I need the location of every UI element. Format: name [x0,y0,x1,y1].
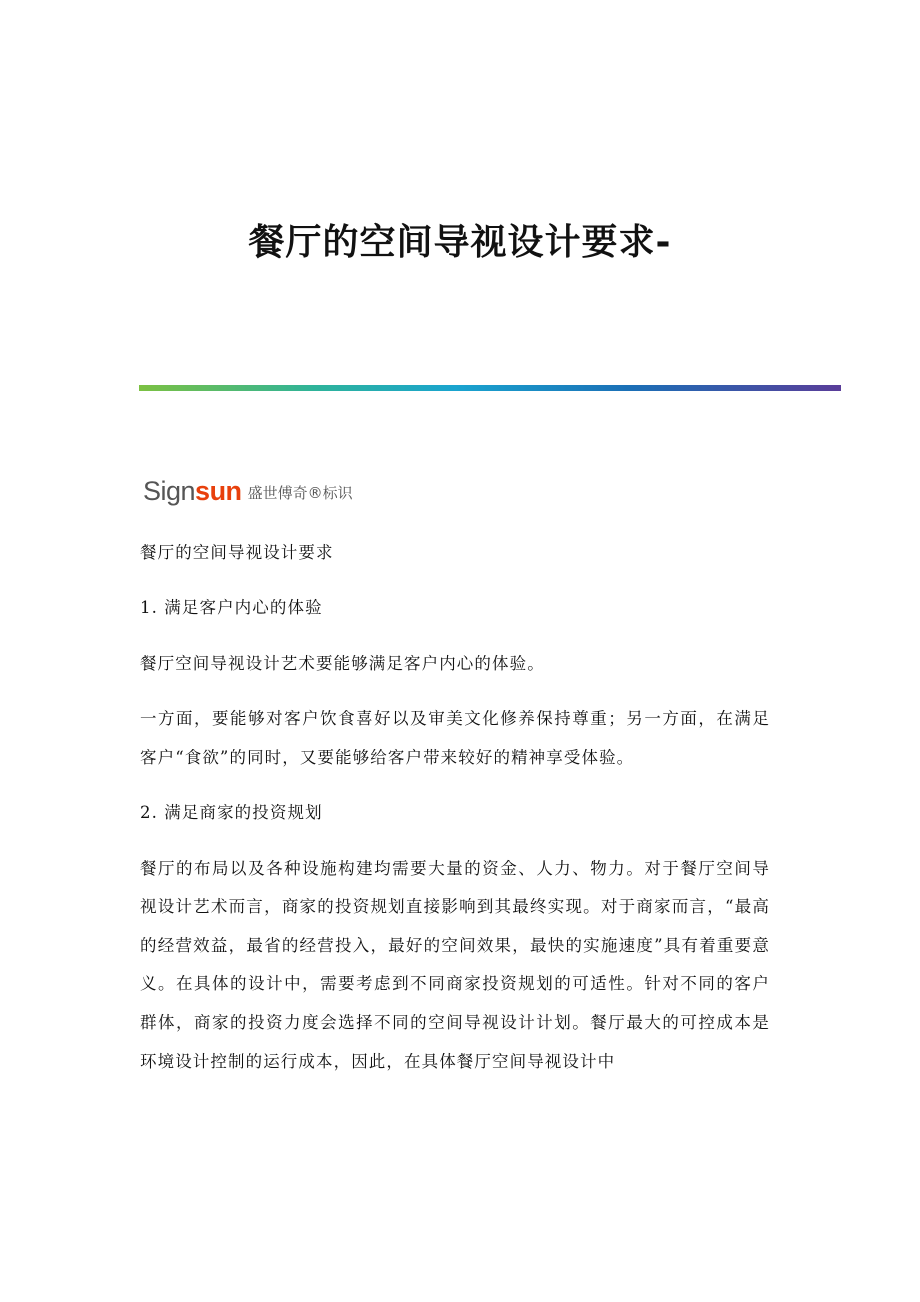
paragraph: 一方面，要能够对客户饮食喜好以及审美文化修养保持尊重；另一方面，在满足客户“食欲”的同时，又要能够给客户带来较好的精神享受体验。 [140,709,770,767]
logo-chinese-text: 盛世傅奇®标识 [247,484,353,502]
document-body [140,534,770,1098]
paragraph: 餐厅的布局以及各种设施构建均需要大量的资金、人力、物力。对于餐厅空间导视设计艺术而言，商家的投资规划直接影响到其最终实现。对于商家而言，“最高的经营效益，最省的经营投入，最好的空间效果，最快的实施速度”具有着重要意义。在具体的设计中，需要考虑到不同商家投资规划的可适性。针对不同的客户群体，商家的投资力度会选择不同的空间导视设计计划。餐厅最大的可控成本是环境设计控制的运行成本，因此，在具体餐厅空间导视设计中 [140,858,770,1071]
section-heading-1: 1. 满足客户内心的体验 [140,598,323,618]
signsun-logo [143,474,353,506]
document-title: 餐厅的空间导视设计要求- [248,222,672,263]
paragraph: 餐厅空间导视设计艺术要能够满足客户内心的体验。 [140,653,545,673]
section-heading-2: 2. 满足商家的投资规划 [140,803,323,823]
logo-sun-text: sun [195,476,242,506]
title-divider [139,385,841,391]
logo-sign-text: Sign [143,476,196,506]
paragraph-subtitle: 餐厅的空间导视设计要求 [140,543,334,562]
